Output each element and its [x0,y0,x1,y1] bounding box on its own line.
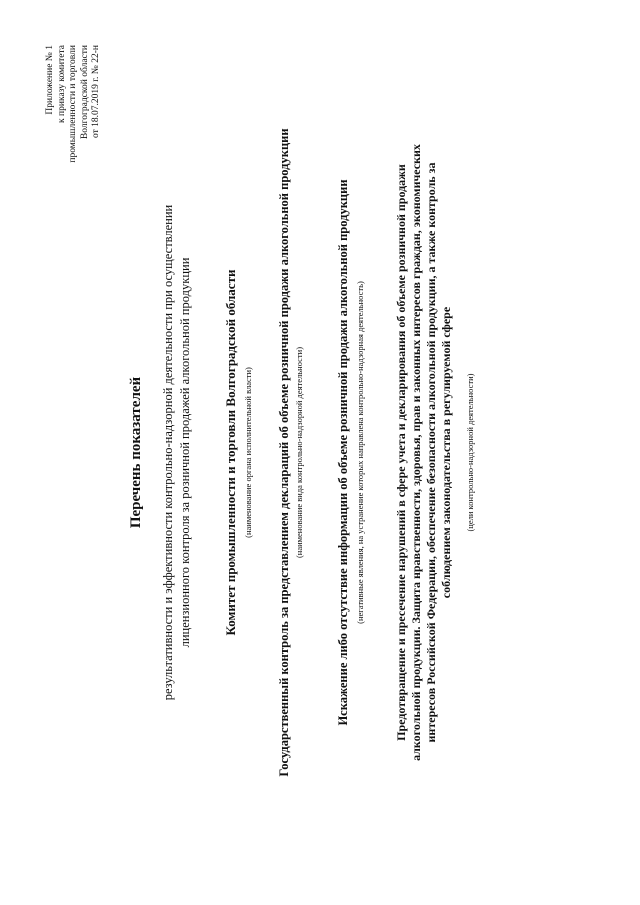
appendix-line: от 18.07.2019 г. № 22-н [91,45,101,139]
subtitle-line: лицензионного контроля за розничной продажей алкогольной продукции [178,257,192,648]
document-title: Перечень показателей [128,376,144,529]
appendix-line: Волгоградской области [79,45,90,140]
goals-line: Предотвращение и пресечение нарушений в сфере учета и декларирования об объеме розничной продажи [394,164,408,741]
goals-line: алкогольной продукции. Защита нравственности, здоровья, прав и законных интересов граждан, экономических [409,144,423,761]
appendix-line: Приложение № 1 [45,45,55,115]
goals-caption: (цели контрольно-надзорной деятельности) [465,373,475,532]
control-type-caption: (наименование вида контрольно-надзорной деятельности) [294,346,304,559]
appendix-line: промышленности и торговли [68,45,78,163]
goals-line: соблюдением законодательства в регулируемой сфере [439,306,453,599]
negative-phenomena-name: Искажение либо отсутствие информации об объеме розничной продажи алкогольной продукции [336,179,350,726]
negative-phenomena-caption: (негативные явления, на устранение которых направлена контрольно-надзорная деятельность) [355,281,365,624]
goals-line: интересов Российской Федерации, обеспечение безопасности алкогольной продукции, а также контроль за [424,162,438,743]
organization-name: Комитет промышленности и торговли Волгоградской области [223,269,238,636]
appendix-note [45,45,103,163]
subtitle-line: результативности и эффективности контрольно-надзорной деятельности при осуществлении [161,204,175,701]
document-subtitle [160,0,194,905]
goals-text [394,0,454,905]
control-type-name: Государственный контроль за представлением деклараций об объеме розничной продажи алкогольной продукции [277,128,291,777]
appendix-line: к приказу комитета [56,45,67,123]
organization-caption: (наименование органа исполнительной власти) [243,367,253,538]
